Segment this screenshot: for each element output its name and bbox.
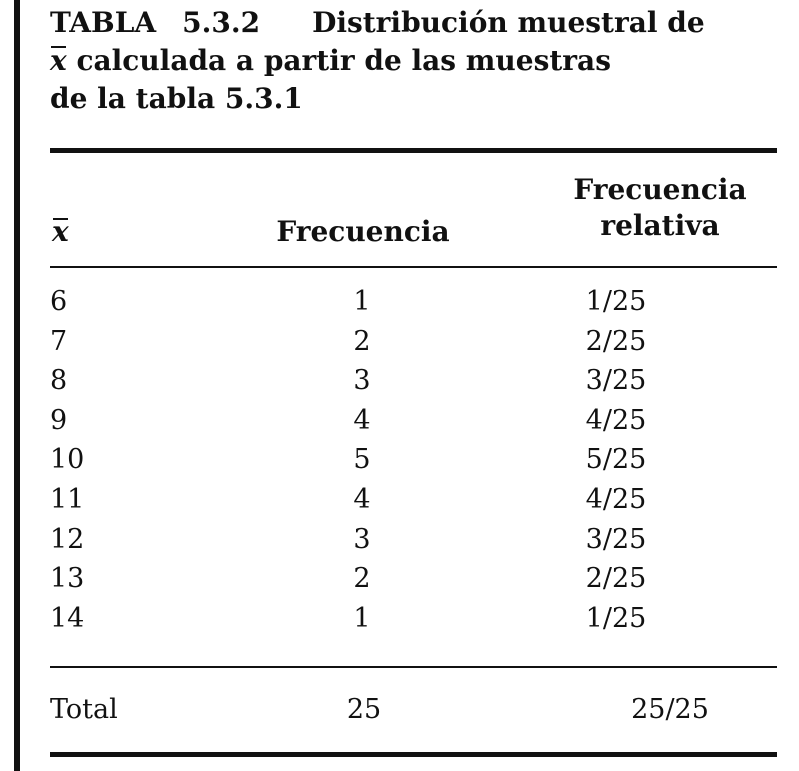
caption-line-3: de la tabla 5.3.1 bbox=[50, 82, 303, 115]
cell-relative: 3/25 bbox=[585, 365, 647, 397]
cell-relative: 2/25 bbox=[585, 563, 647, 595]
top-rule bbox=[50, 148, 777, 153]
cell-x: 11 bbox=[50, 483, 85, 515]
table-caption bbox=[50, 4, 790, 118]
cell-frequency: 1 bbox=[353, 286, 371, 317]
table-row bbox=[50, 520, 718, 560]
caption-text-1: Distribución muestral de bbox=[312, 6, 705, 39]
cell-frequency: 2 bbox=[353, 563, 371, 595]
total-rule bbox=[50, 666, 777, 668]
total-relative: 25/25 bbox=[631, 694, 709, 725]
cell-x: 13 bbox=[50, 563, 85, 595]
caption-xbar-symbol: x bbox=[50, 42, 67, 80]
cell-frequency: 2 bbox=[353, 325, 371, 357]
caption-line-1 bbox=[50, 4, 790, 42]
table-row bbox=[50, 480, 718, 520]
cell-frequency: 5 bbox=[353, 444, 371, 476]
caption-number: 5.3.2 bbox=[182, 6, 261, 39]
total-label: Total bbox=[50, 694, 118, 725]
cell-frequency: 4 bbox=[353, 404, 371, 436]
table-row bbox=[50, 559, 718, 599]
cell-x: 12 bbox=[50, 523, 85, 555]
cell-relative: 1/25 bbox=[585, 602, 647, 634]
cell-x: 8 bbox=[50, 365, 68, 397]
cell-x: 10 bbox=[50, 444, 85, 476]
cell-relative: 2/25 bbox=[585, 325, 647, 357]
cell-relative: 1/25 bbox=[585, 286, 647, 317]
table-row bbox=[50, 401, 718, 441]
header-rule bbox=[50, 266, 777, 268]
left-margin-bar bbox=[14, 0, 20, 771]
header-xbar bbox=[52, 214, 69, 250]
cell-x: 7 bbox=[50, 325, 68, 357]
table-row bbox=[50, 361, 718, 401]
caption-label: TABLA bbox=[50, 6, 157, 39]
header-relative-frequency bbox=[560, 172, 760, 244]
caption-line-2 bbox=[50, 42, 790, 80]
cell-frequency: 3 bbox=[353, 523, 371, 555]
cell-relative: 3/25 bbox=[585, 523, 647, 555]
total-frequency: 25 bbox=[346, 694, 382, 725]
cell-frequency: 1 bbox=[353, 602, 371, 634]
header-relative-line1: Frecuencia bbox=[573, 173, 747, 206]
cell-frequency: 3 bbox=[353, 365, 371, 397]
cell-relative: 4/25 bbox=[585, 483, 647, 515]
cell-x: 6 bbox=[50, 286, 68, 317]
cell-relative: 5/25 bbox=[585, 444, 647, 476]
table-row bbox=[50, 282, 718, 322]
table-row bbox=[50, 322, 718, 362]
table-row bbox=[50, 440, 718, 480]
header-xbar-symbol: x bbox=[52, 215, 69, 248]
distribution-table bbox=[50, 282, 718, 638]
caption-text-2: calculada a partir de las muestras bbox=[66, 44, 611, 77]
bottom-rule bbox=[50, 752, 777, 757]
header-relative-line2: relativa bbox=[600, 209, 720, 242]
cell-x: 14 bbox=[50, 602, 85, 634]
table-row bbox=[50, 599, 718, 639]
cell-frequency: 4 bbox=[353, 483, 371, 515]
header-frequency: Frecuencia bbox=[276, 215, 450, 248]
cell-relative: 4/25 bbox=[585, 404, 647, 436]
cell-x: 9 bbox=[50, 404, 68, 436]
